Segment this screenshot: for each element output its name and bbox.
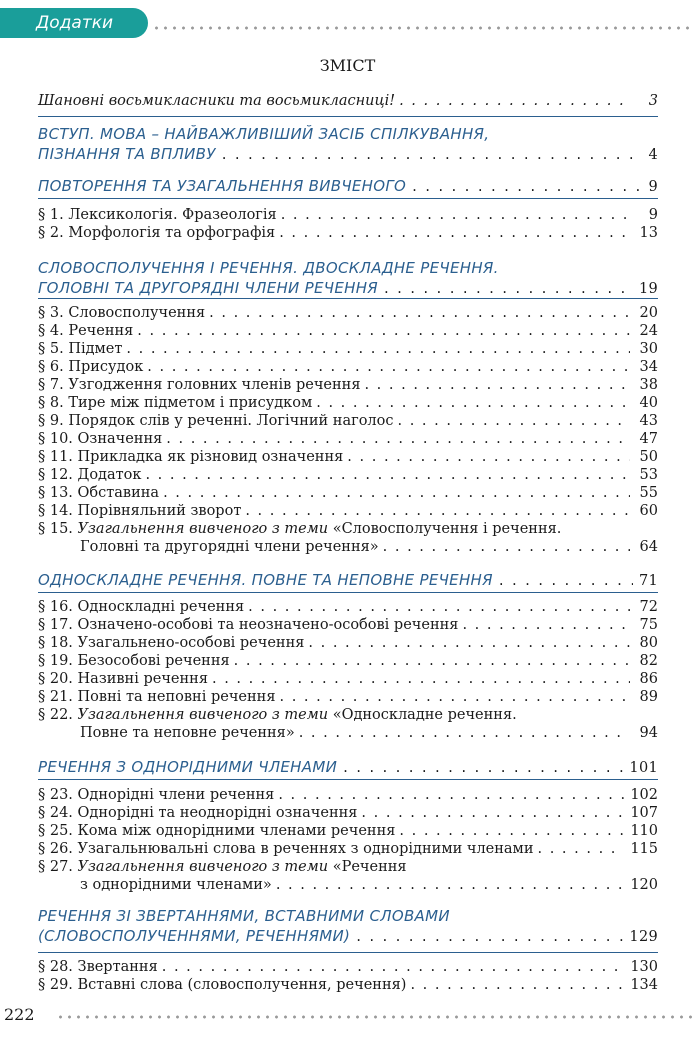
toc-section[interactable] <box>38 757 658 778</box>
section-page: 4 <box>648 147 658 163</box>
toc-section[interactable] <box>38 258 658 299</box>
section-heading-line: ПІЗНАННЯ ТА ВПЛИВУ <box>38 145 216 163</box>
toc-section[interactable] <box>38 906 658 947</box>
toc-item[interactable]: § 7. Узгодження головних членів речення . . . 38 <box>38 376 658 394</box>
page-title: ЗМІСТ <box>319 56 376 75</box>
toc-item[interactable]: § 12. Додаток . . . 53 <box>38 466 658 484</box>
toc-item[interactable]: § 20. Називні речення . . . 86 <box>38 670 658 688</box>
separator-line <box>38 116 658 117</box>
toc-item[interactable]: § 4. Речення . . . 24 <box>38 322 658 340</box>
toc-item[interactable]: § 24. Однорідні та неоднорідні означення . . . 107 <box>38 804 658 822</box>
separator-line <box>38 952 658 953</box>
separator-line <box>38 779 658 780</box>
toc-item[interactable]: § 3. Словосполучення . . . 20 <box>38 304 658 322</box>
toc-item[interactable]: § 28. Звертання . . . 130 <box>38 958 658 976</box>
section-page: 71 <box>638 573 658 589</box>
header-dotted-rule <box>152 26 692 30</box>
toc-item[interactable]: § 13. Обставина . . . 55 <box>38 484 658 502</box>
toc-item[interactable]: § 5. Підмет . . . 30 <box>38 340 658 358</box>
toc-item[interactable]: § 26. Узагальнювальні слова в реченнях з однорідними членами . . . 115 <box>38 840 658 858</box>
toc-item[interactable]: § 27. Узагальнення вивченого з теми «Речення <box>38 859 407 875</box>
toc-item[interactable]: § 18. Узагальнено-особові речення . . . 80 <box>38 634 658 652</box>
toc-item-continuation[interactable]: Головні та другорядні члени речення» . . . 64 <box>38 538 658 556</box>
separator-line <box>38 298 658 299</box>
toc-item[interactable]: § 19. Безособові речення . . . 82 <box>38 652 658 670</box>
toc-item[interactable]: § 2. Морфологія та орфографія . . . 13 <box>38 224 658 242</box>
toc-section[interactable] <box>38 570 658 591</box>
section-heading-line: РЕЧЕННЯ ЗІ ЗВЕРТАННЯМИ, ВСТАВНИМИ СЛОВАМИ <box>38 907 450 925</box>
toc-item[interactable]: § 15. Узагальнення вивченого з теми «Словосполучення і речення. <box>38 521 562 537</box>
toc-item[interactable]: § 14. Порівняльний зворот . . . 60 <box>38 502 658 520</box>
toc-item-continuation[interactable]: з однорідними членами» . . . 120 <box>38 876 658 894</box>
footer-dotted-rule <box>56 1015 692 1019</box>
section-page: 129 <box>629 929 658 945</box>
section-heading-line: ОДНОСКЛАДНЕ РЕЧЕННЯ. ПОВНЕ ТА НЕПОВНЕ РЕЧЕННЯ <box>38 571 493 589</box>
section-heading-line: ПОВТОРЕННЯ ТА УЗАГАЛЬНЕННЯ ВИВЧЕНОГО <box>38 177 407 195</box>
section-heading-line: ГОЛОВНІ ТА ДРУГОРЯДНІ ЧЛЕНИ РЕЧЕННЯ <box>38 279 379 297</box>
section-heading-line: ВСТУП. МОВА – НАЙВАЖЛИВІШИЙ ЗАСІБ СПІЛКУВАННЯ, <box>38 125 490 143</box>
section-heading-line: СЛОВОСПОЛУЧЕННЯ І РЕЧЕННЯ. ДВОСКЛАДНЕ РЕЧЕННЯ. <box>38 259 499 277</box>
section-heading-line: (СЛОВОСПОЛУЧЕННЯМИ, РЕЧЕННЯМИ) <box>38 927 351 945</box>
toc-section[interactable] <box>38 176 658 197</box>
toc-item[interactable]: § 11. Прикладка як різновид означення . . . 50 <box>38 448 658 466</box>
toc-item[interactable]: § 8. Тире між підметом і присудком . . . 40 <box>38 394 658 412</box>
toc-intro-page: 3 <box>648 93 658 109</box>
section-tab-label: Додатки <box>36 13 114 33</box>
toc-item[interactable]: § 23. Однорідні члени речення . . . 102 <box>38 786 658 804</box>
toc-intro[interactable] <box>38 92 658 110</box>
separator-line <box>38 592 658 593</box>
section-page: 101 <box>629 760 658 776</box>
section-tab <box>0 8 148 38</box>
toc-section[interactable] <box>38 124 658 165</box>
toc-intro-label: Шановні восьмикласники та восьмикласниці! <box>38 93 396 109</box>
page-number: 222 <box>4 1005 35 1024</box>
toc-item[interactable]: § 10. Означення . . . 47 <box>38 430 658 448</box>
section-page: 9 <box>648 179 658 195</box>
toc-item[interactable]: § 16. Односкладні речення . . . 72 <box>38 598 658 616</box>
toc-item[interactable]: § 22. Узагальнення вивченого з теми «Односкладне речення. <box>38 707 517 723</box>
toc-item[interactable]: § 1. Лексикологія. Фразеологія . . . 9 <box>38 206 658 224</box>
toc-item[interactable]: § 9. Порядок слів у реченні. Логічний наголос . . . 43 <box>38 412 658 430</box>
separator-line <box>38 198 658 199</box>
toc-item[interactable]: § 6. Присудок . . . 34 <box>38 358 658 376</box>
section-heading-line: РЕЧЕННЯ З ОДНОРІДНИМИ ЧЛЕНАМИ <box>38 758 338 776</box>
toc-item-continuation[interactable]: Повне та неповне речення» . . . 94 <box>38 724 658 742</box>
toc-item[interactable]: § 17. Означено-особові та неозначено-особові речення . . . 75 <box>38 616 658 634</box>
toc-item[interactable]: § 25. Кома між однорідними членами речення . . . 110 <box>38 822 658 840</box>
section-page: 19 <box>638 281 658 297</box>
toc-item[interactable]: § 29. Вставні слова (словосполучення, речення) . . . 134 <box>38 976 658 994</box>
toc-item[interactable]: § 21. Повні та неповні речення . . . 89 <box>38 688 658 706</box>
